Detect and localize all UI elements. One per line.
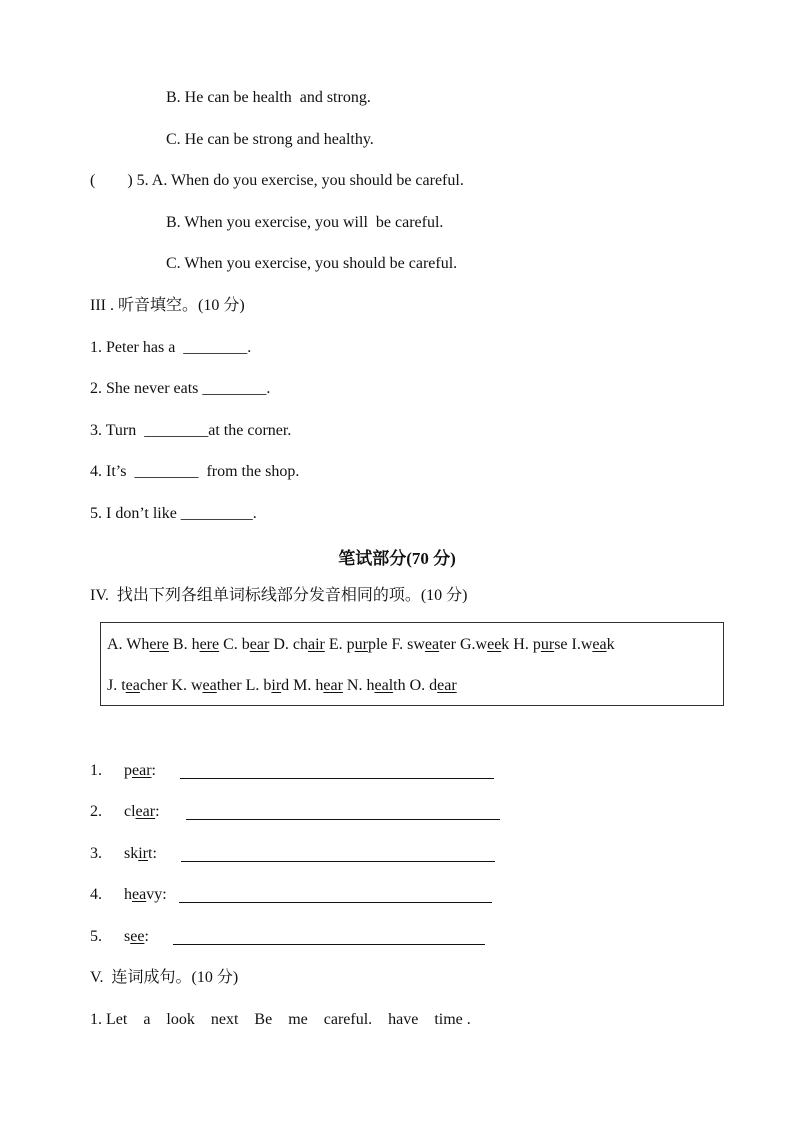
- option-text: se I.w: [554, 636, 593, 653]
- option-text: k H. p: [501, 636, 541, 653]
- underlined-letters: ear: [135, 803, 156, 820]
- written-section-title: 笔试部分(70 分): [338, 549, 456, 568]
- item-word: clear:: [124, 803, 160, 820]
- option-text: E. p: [324, 636, 355, 653]
- option-text: d M. h: [281, 677, 324, 694]
- item-number: 1.: [90, 762, 102, 779]
- section3-item: 1. Peter has a ________.: [90, 339, 252, 356]
- underlined-letters: ear: [132, 762, 152, 779]
- item-number: 3.: [90, 845, 102, 862]
- section3-heading: III . 听音填空。(10 分): [90, 297, 245, 314]
- underlined-letters: ea: [132, 886, 147, 903]
- underlined-letters: ear: [249, 636, 270, 653]
- underlined-letters: ee: [487, 636, 502, 653]
- underlined-letters: ear: [437, 677, 457, 694]
- answer-blank[interactable]: [181, 861, 495, 862]
- section3-item: 5. I don’t like _________.: [90, 505, 257, 522]
- underlined-letters: ea: [424, 636, 440, 653]
- underlined-letters: ea: [202, 677, 217, 694]
- underlined-letters: ur: [354, 636, 368, 653]
- q4-option-c: C. He can be strong and healthy.: [166, 131, 374, 148]
- answer-blank[interactable]: [186, 819, 500, 820]
- option-text: B. h: [168, 636, 200, 653]
- option-text: C. b: [219, 636, 250, 653]
- option-text: ter G.w: [439, 636, 488, 653]
- section5-heading: V. 连词成句。(10 分): [90, 969, 239, 986]
- item-word: pear:: [124, 762, 156, 779]
- option-text: ther L. b: [216, 677, 272, 694]
- q4-option-b: B. He can be health and strong.: [166, 89, 371, 106]
- word-options-line-2: [107, 676, 457, 696]
- answer-blank[interactable]: [179, 902, 492, 903]
- underlined-letters: ea: [592, 636, 607, 653]
- q5-option-b: B. When you exercise, you will be careful.: [166, 214, 444, 231]
- section3-item: 2. She never eats ________.: [90, 380, 271, 397]
- option-text: A. Wh: [107, 636, 150, 653]
- underlined-letters: eal: [374, 677, 394, 694]
- option-text: k: [606, 636, 615, 653]
- underlined-letters: air: [307, 636, 325, 653]
- item-number: 4.: [90, 886, 102, 903]
- underlined-letters: ur: [540, 636, 555, 653]
- option-text: ple F. sw: [367, 636, 425, 653]
- item-word: see:: [124, 928, 149, 945]
- q5-option-c: C. When you exercise, you should be careful.: [166, 255, 458, 272]
- option-text: D. ch: [269, 636, 308, 653]
- item-word: heavy:: [124, 886, 167, 903]
- underlined-letters: ere: [199, 636, 220, 653]
- underlined-letters: ee: [130, 928, 145, 945]
- answer-blank[interactable]: [173, 944, 485, 945]
- item-word: skirt:: [124, 845, 157, 862]
- section3-item: 3. Turn ________at the corner.: [90, 422, 292, 439]
- underlined-letters: ere: [149, 636, 169, 653]
- underlined-letters: ea: [125, 677, 140, 694]
- word-options-line-1: [107, 635, 615, 655]
- underlined-letters: ear: [323, 677, 343, 694]
- underlined-letters: ir: [271, 677, 282, 694]
- word-options-box: [100, 622, 724, 706]
- item-number: 2.: [90, 803, 102, 820]
- option-text: cher K. w: [139, 677, 203, 694]
- item-number: 5.: [90, 928, 102, 945]
- option-text: J. t: [107, 677, 126, 694]
- underlined-letters: ir: [138, 845, 149, 862]
- option-text: N. h: [342, 677, 375, 694]
- q5-question: ( ) 5. A. When do you exercise, you should be careful.: [90, 172, 464, 189]
- answer-blank[interactable]: [180, 778, 494, 779]
- section4-heading: IV. 找出下列各组单词标线部分发音相同的项。(10 分): [90, 587, 468, 604]
- section5-item: 1. Let a look next Be me careful. have time .: [90, 1011, 471, 1028]
- option-text: th O. d: [393, 677, 438, 694]
- section3-item: 4. It’s ________ from the shop.: [90, 463, 300, 480]
